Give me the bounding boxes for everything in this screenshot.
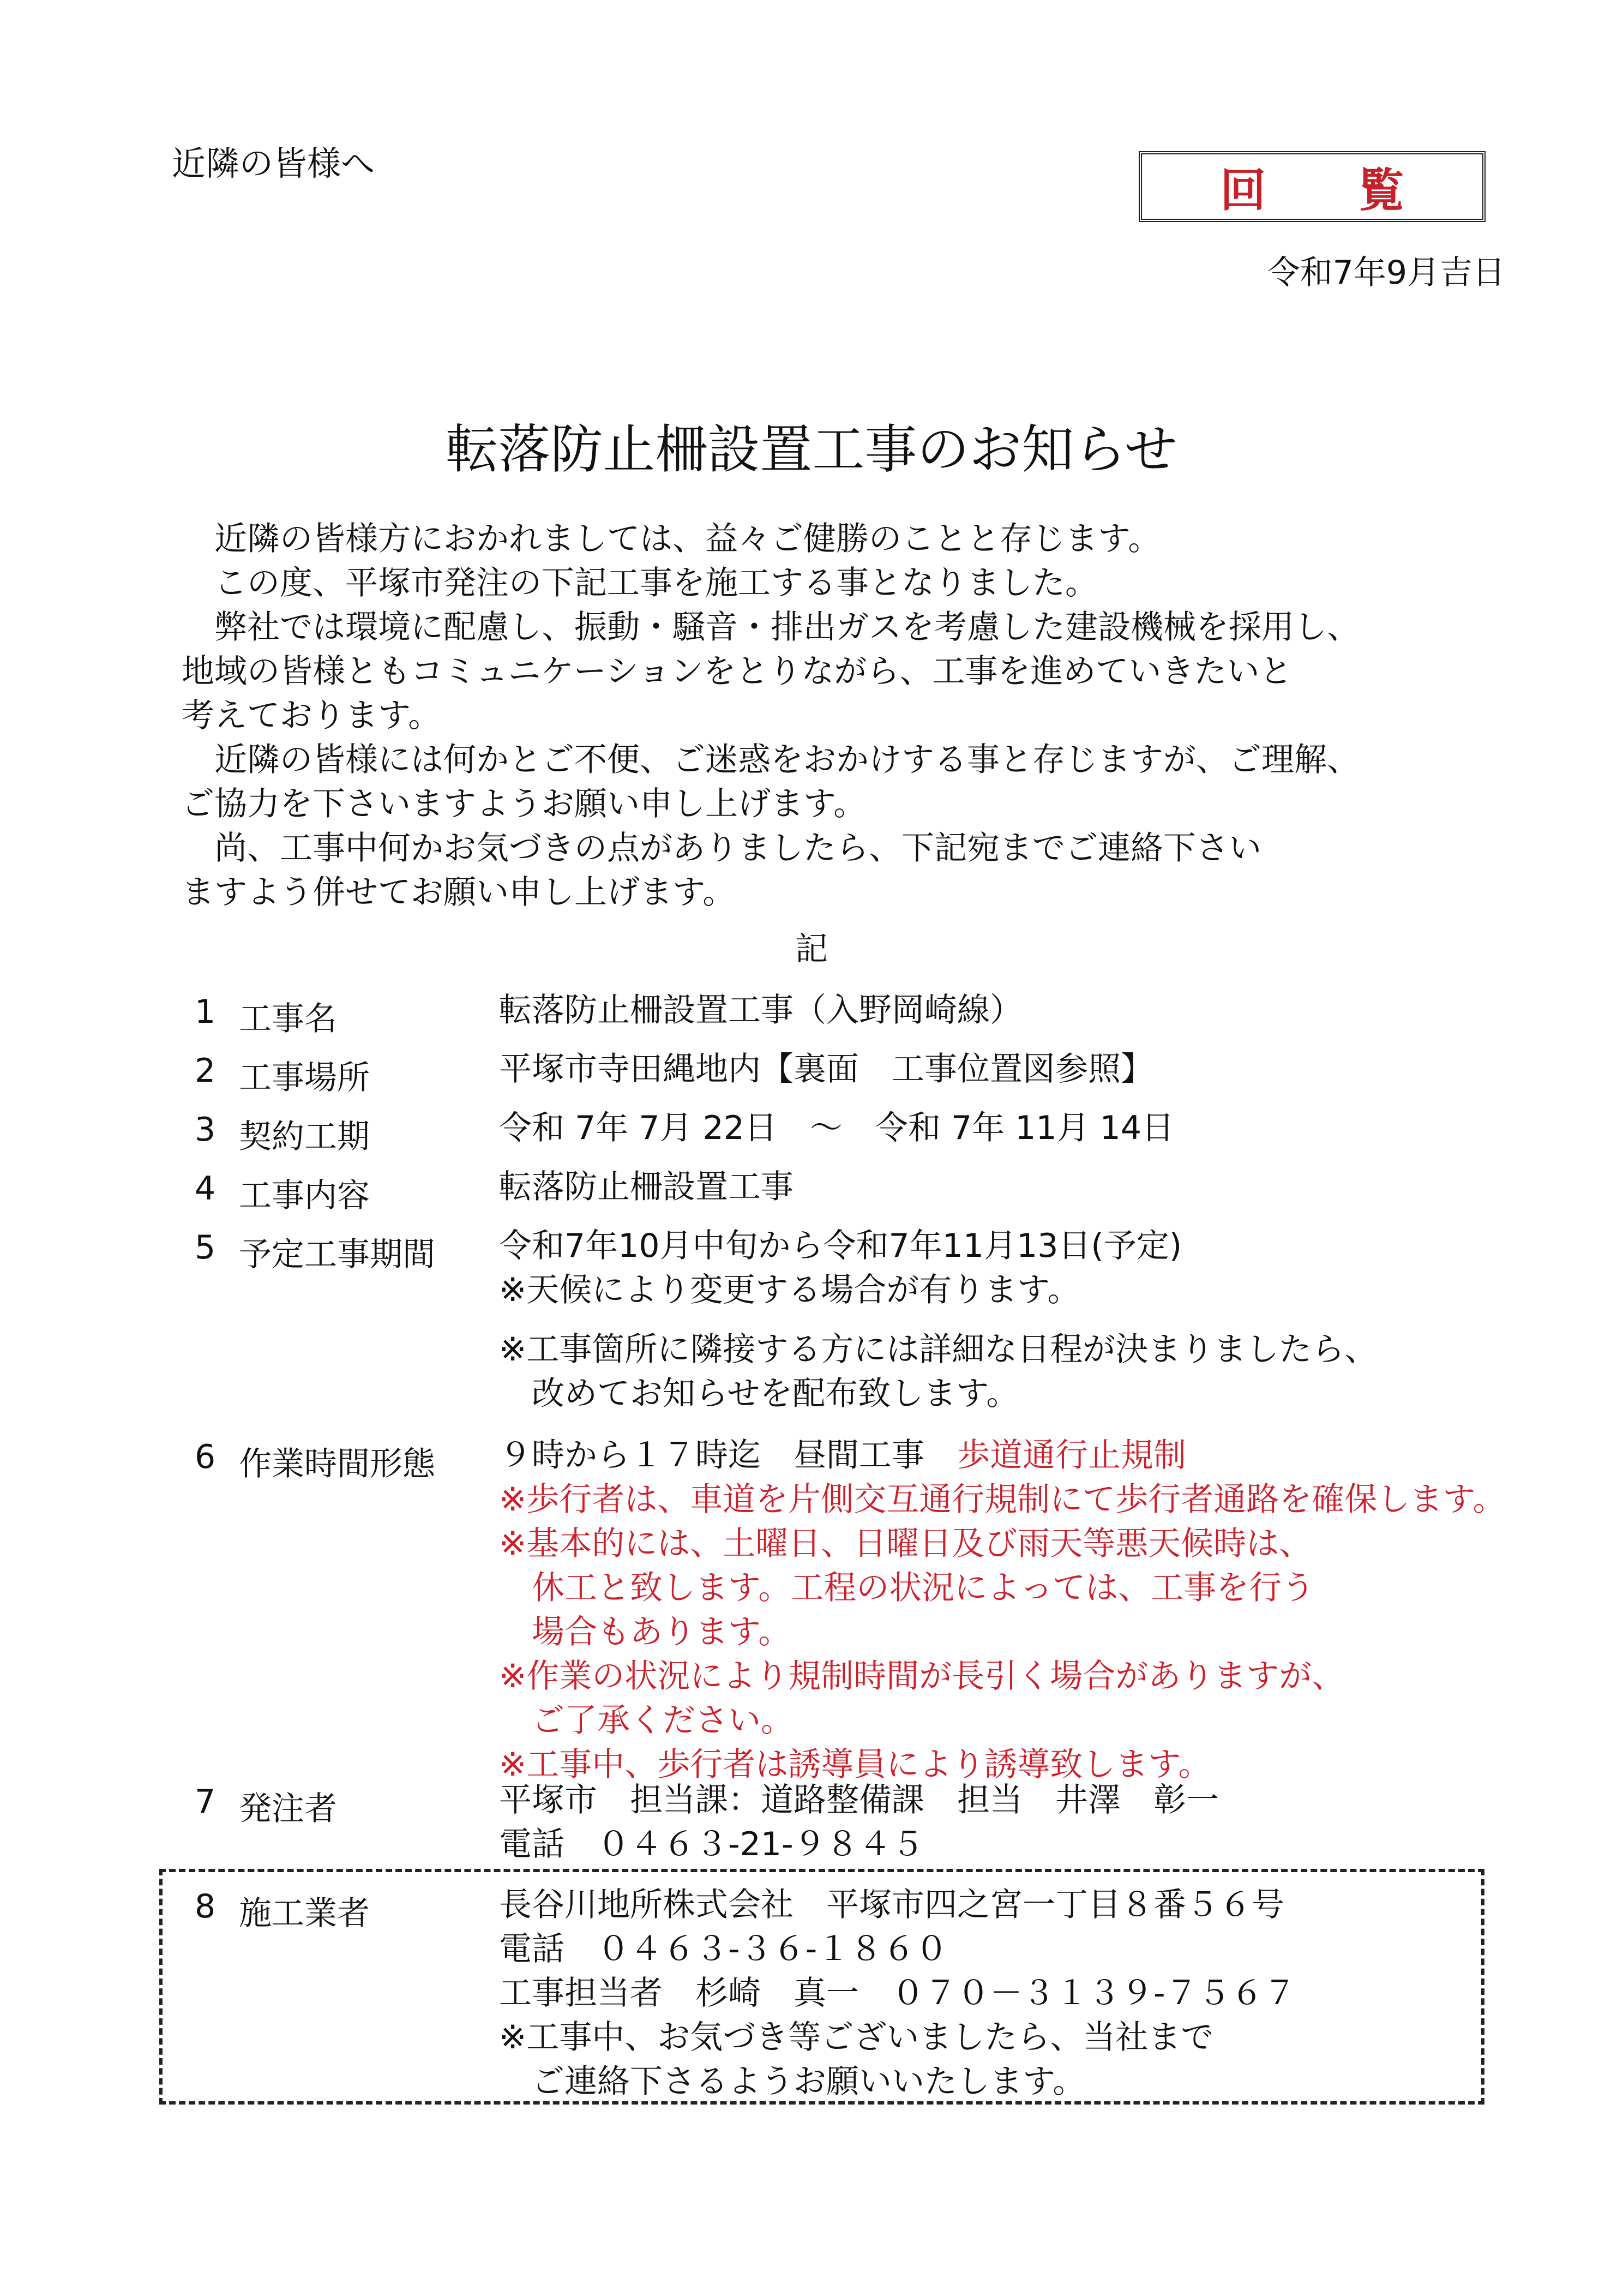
item-number: 2 [195,1052,216,1090]
item-value-line: 令和 7年 7月 22日 ～ 令和 7年 11月 14日 [499,1109,1174,1147]
item-value-line: 転落防止柵設置工事 [499,1168,794,1206]
circulation-stamp-box [1139,151,1486,222]
item-value-construction-name [499,988,1023,1033]
item-number: 6 [195,1438,216,1476]
item-value-work-hours [499,1434,1505,1787]
item-number: 3 [195,1111,216,1149]
item-value-line: 電話 ０４６３-21-９８４５ [499,1825,924,1863]
item-value-line: ※天候により変更する場合が有ります。 [499,1271,1080,1309]
item-label-location: 工事場所 [239,1059,370,1097]
work-hours-text: ９時から１７時迄 昼間工事 [499,1436,924,1474]
circulation-label: 回 覧 [1220,163,1442,217]
item-value-line: 休工と致します。工程の状況によっては、工事を行う [532,1569,1315,1607]
item-number: 7 [195,1783,216,1821]
item-number: 8 [195,1887,216,1926]
item-value-orderer [499,1778,1219,1867]
item-value-line [499,1434,1505,1478]
item-value-line: ※歩行者は、車道を片側交互通行規制にて歩行者通路を確保します。 [499,1480,1506,1519]
intro-line: ますよう併せてお願い申し上げます。 [182,873,736,912]
item-value-content [499,1165,794,1209]
sidewalk-closure-text: 歩道通行止規制 [957,1436,1186,1474]
item-value-line: ※作業の状況により規制時間が長引く場合がありますが、 [499,1657,1345,1695]
item-label-contractor: 施工業者 [239,1895,370,1933]
item-value-line: 令和7年10月中旬から令和7年11月13日(予定) [499,1227,1182,1265]
item-label-orderer: 発注者 [239,1790,337,1828]
item-label-contract-period: 契約工期 [239,1118,370,1156]
intro-line: 尚、工事中何かお気づきの点がありましたら、下記宛までご連絡下さい [214,829,1261,867]
intro-line: 近隣の皆様には何かとご不便、ご迷惑をおかけする事と存じますが、ご理解、 [214,741,1360,779]
item-value-line: ※工事箇所に隣接する方には詳細な日程が決まりましたら、 [499,1330,1378,1369]
item-value-line: ご了承ください。 [532,1701,794,1740]
item-value-line: 場合もあります。 [532,1613,791,1651]
item-value-line: ※工事中、お気づき等ございましたら、当社まで [499,2018,1214,2057]
item-value-line: ※基本的には、土曜日、日曜日及び雨天等悪天候時は、 [499,1525,1312,1563]
item-number: 4 [195,1170,216,1208]
item-value-contract-period [499,1106,1174,1150]
item-value-line: ご連絡下さるようお願いいたします。 [532,2063,1086,2101]
item-value-line: 工事担当者 杉崎 真一 ０７０－３１３９-７５６７ [499,1974,1296,2012]
item-label-work-hours: 作業時間形態 [239,1445,435,1483]
item-label-scheduled-period: 予定工事期間 [239,1236,435,1274]
intro-line: 地域の皆様ともコミュニケーションをとりながら、工事を進めていきたいと [182,652,1293,691]
item-value-line: 転落防止柵設置工事（入野岡崎線） [499,991,1023,1029]
item-label-content: 工事内容 [239,1177,370,1215]
intro-line: 弊社では環境に配慮し、振動・騒音・排出ガスを考慮した建設機械を採用し、 [214,608,1360,646]
item-value-contractor [499,1883,1296,2104]
addressee: 近隣の皆様へ [172,143,375,183]
issue-date: 令和7年9月吉日 [1267,254,1505,292]
page-title: 転落防止柵設置工事のお知らせ [446,419,1177,480]
intro-paragraph [182,517,1518,915]
ki-heading: 記 [795,930,828,968]
intro-line: 近隣の皆様方におかれましては、益々ご健勝のことと存じます。 [214,520,1161,558]
item-value-line: 電話 ０４６３-３６-１８６０ [499,1930,948,1968]
intro-line: ご協力を下さいますようお願い申し上げます。 [182,785,867,823]
intro-line: 考えております。 [182,697,441,735]
item-value-line: ※工事中、歩行者は誘導員により誘導致します。 [499,1746,1211,1784]
intro-line: この度、平塚市発注の下記工事を施工する事となりました。 [214,564,1098,602]
item-value-scheduled-period [499,1224,1377,1416]
item-number: 5 [195,1228,216,1267]
item-value-location [499,1047,1153,1092]
item-label-construction-name: 工事名 [239,1000,337,1038]
item-value-line: 平塚市 担当課：道路整備課 担当 井澤 彰一 [499,1781,1219,1819]
item-value-line: 改めてお知らせを配布致します。 [532,1375,1019,1413]
item-number: 1 [195,993,216,1031]
item-value-line: 長谷川地所株式会社 平塚市四之宮一丁目８番５６号 [499,1886,1284,1924]
item-value-line: 平塚市寺田縄地内【裏面 工事位置図参照】 [499,1050,1153,1088]
